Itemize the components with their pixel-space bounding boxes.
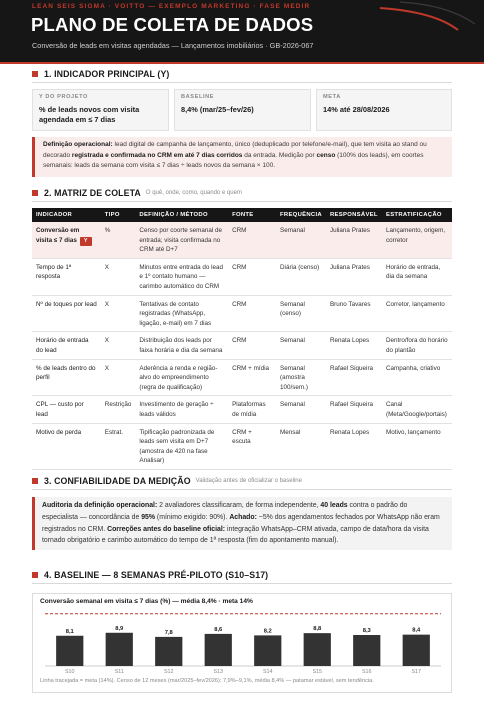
cell-estratificacao: Motivo, lançamento xyxy=(382,423,452,469)
table-row xyxy=(32,396,452,423)
header-rule xyxy=(0,62,484,64)
chart-footnote: Linha tracejada = meta (14%). Censo de 12 meses (mar/2025–fev/2026): 7,9%–9,1%, média 8,4% — patamar estável, sem tendência. xyxy=(40,678,374,684)
cell-fonte: Plataformas de mídia xyxy=(228,396,276,423)
bar-s11 xyxy=(106,633,133,666)
x-tick-label: S13 xyxy=(213,669,224,675)
baseline-chart xyxy=(32,593,452,693)
card-value: 8,4% (mar/25–fev/26) xyxy=(181,105,254,114)
cell-estratificacao: Dentro/fora do horário do plantão xyxy=(382,332,452,359)
cell-definicao: Investimento de geração ÷ leads válidos xyxy=(135,396,228,423)
definition-text: da entrada. Medição por xyxy=(242,151,317,159)
audit-text: integração WhatsApp–CRM ativada, campo de data/hora da visita tornado obrigatório e carimbo automático do tempo de 1ª resposta (fim do apontamento manual). xyxy=(42,525,429,545)
section2-heading xyxy=(32,187,242,199)
bar-value-label: 8,9 xyxy=(115,625,124,632)
card-label: BASELINE xyxy=(181,94,215,100)
bar-value-label: 8,2 xyxy=(263,628,272,635)
cell-responsavel: Renata Lopes xyxy=(326,332,382,359)
cell-responsavel: Rafael Siqueira xyxy=(326,396,382,423)
cell-frequencia: Diária (censo) xyxy=(276,258,326,295)
column-header: FONTE xyxy=(228,208,276,222)
bar-s13 xyxy=(205,634,232,666)
section-marker-icon xyxy=(32,71,38,77)
bar-value-label: 8,8 xyxy=(313,626,322,633)
table-row xyxy=(32,359,452,396)
cell-indicador: Tempo de 1ª resposta xyxy=(32,258,101,295)
cell-definicao: Tipificação padronizada de leads sem visita em D+7 (amostra de 420 na fase Analisar) xyxy=(135,423,228,469)
bar-value-label: 7,8 xyxy=(164,629,173,636)
decorative-curve-icon xyxy=(380,0,484,60)
section-marker-icon xyxy=(32,478,38,484)
card-value: % de leads novos com visita agendada em ≤ 7 dias xyxy=(39,105,140,124)
cell-indicador: Nº de toques por lead xyxy=(32,295,101,332)
table-header-row xyxy=(32,208,452,222)
section-divider xyxy=(32,489,452,490)
y-badge: Y xyxy=(80,237,92,246)
definition-text: (100% dos leads), em coortes semanais: leads da semana com visita ≤ 7 dias ÷ leads novos da semana × 100. xyxy=(43,151,424,170)
bar-value-label: 8,6 xyxy=(214,626,223,633)
cell-responsavel: Juliana Prates xyxy=(326,258,382,295)
measurement-reliability-box xyxy=(32,497,452,550)
cell-definicao: Aderência a renda e região-alvo do empreendimento (regra de qualificação) xyxy=(135,359,228,396)
indicator-name: Conversão em visita ≤ 7 dias xyxy=(36,227,80,244)
audit-text: (mínimo exigido: 90%). xyxy=(155,513,230,521)
section-divider xyxy=(32,583,452,584)
audit-text: 2 avaliadores classificaram, de forma independente, xyxy=(157,502,321,509)
cell-fonte: CRM + mídia xyxy=(228,359,276,396)
cell-frequencia: Semanal (censo) xyxy=(276,295,326,332)
table-row xyxy=(32,295,452,332)
card-baseline xyxy=(174,89,311,131)
table-row xyxy=(32,332,452,359)
cell-responsavel: Renata Lopes xyxy=(326,423,382,469)
audit-text: ~5% dos agendamentos fechados por WhatsApp não eram registrados no CRM. xyxy=(42,513,440,533)
card-label: META xyxy=(323,94,341,100)
cell-responsavel: Juliana Prates xyxy=(326,222,382,258)
cell-definicao: Censo por coorte semanal de entrada; visita confirmada no CRM até D+7 xyxy=(135,222,228,258)
section1-heading xyxy=(32,68,169,80)
cell-fonte: CRM xyxy=(228,258,276,295)
page-subtitle: Conversão de leads em visitas agendadas — Lançamentos imobiliários · GB-2026-067 xyxy=(32,41,314,50)
audit-bold: 40 leads xyxy=(320,502,348,509)
table-row xyxy=(32,258,452,295)
card-value: 14% até 28/08/2026 xyxy=(323,105,390,114)
bar-s16 xyxy=(353,635,380,666)
section-marker-icon xyxy=(32,190,38,196)
cell-fonte: CRM xyxy=(228,295,276,332)
bar-value-label: 8,4 xyxy=(412,627,421,634)
x-tick-label: S10 xyxy=(64,669,75,675)
cell-tipo: Restrição xyxy=(101,396,136,423)
header-kicker: LEAN SEIS SIGMA · VOITTO — EXEMPLO MARKETING · FASE MEDIR xyxy=(32,3,311,10)
cell-definicao: Distribuição dos leads por faixa horária e dia da semana xyxy=(135,332,228,359)
cell-fonte: CRM xyxy=(228,332,276,359)
cell-frequencia: Mensal xyxy=(276,423,326,469)
x-tick-label: S14 xyxy=(262,669,273,675)
cell-estratificacao: Lançamento, origem, corretor xyxy=(382,222,452,258)
audit-bold: Correções antes do baseline oficial: xyxy=(107,525,226,533)
cell-frequencia: Semanal xyxy=(276,332,326,359)
page-title: PLANO DE COLETA DE DADOS xyxy=(31,14,314,35)
column-header: ESTRATIFICAÇÃO xyxy=(382,208,452,222)
audit-bold: 95% xyxy=(141,513,156,521)
definition-text: lead digital de campanha de lançamento, único (deduplicado por telefone/e-mail), que tem visita ao stand ou decorado xyxy=(43,141,427,159)
section2-note: O quê, onde, como, quando e quem xyxy=(145,190,242,196)
collection-matrix-table xyxy=(32,208,452,470)
cell-fonte: CRM xyxy=(228,222,276,258)
x-tick-label: S11 xyxy=(114,669,124,675)
cell-definicao: Minutos entre entrada do lead e 1º contato humano — carimbo automático do CRM xyxy=(135,258,228,295)
section2-title: 2. MATRIZ DE COLETA xyxy=(44,188,141,198)
cell-tipo: X xyxy=(101,258,136,295)
cell-responsavel: Rafael Siqueira xyxy=(326,359,382,396)
audit-bold: Achado: xyxy=(229,513,257,521)
cell-indicador: CPL — custo por lead xyxy=(32,396,101,423)
indicator-cards xyxy=(32,89,452,131)
cell-indicador: % de leads dentro do perfil xyxy=(32,359,101,396)
bar-s15 xyxy=(304,633,331,666)
cell-tipo: X xyxy=(101,359,136,396)
bar-s14 xyxy=(254,635,281,666)
card-y xyxy=(32,89,169,131)
bar-s10 xyxy=(56,636,83,666)
section4-title: 4. BASELINE — 8 SEMANAS PRÉ-PILOTO (S10–S17) xyxy=(44,570,269,580)
x-tick-label: S16 xyxy=(361,669,372,675)
cell-estratificacao: Corretor, lançamento xyxy=(382,295,452,332)
section-marker-icon xyxy=(32,572,38,578)
definition-bold: registrada e confirmada no CRM em até 7 dias corridos xyxy=(71,151,243,159)
cell-frequencia: Semanal xyxy=(276,222,326,258)
section3-title: 3. CONFIABILIDADE DA MEDIÇÃO xyxy=(44,476,191,486)
section1-title: 1. INDICADOR PRINCIPAL (Y) xyxy=(44,69,170,79)
audit-bold: Auditoria da definição operacional: xyxy=(42,502,158,509)
chart-title: Conversão semanal em visita ≤ 7 dias (%) — média 8,4% · meta 14% xyxy=(40,598,253,605)
x-tick-label: S15 xyxy=(312,669,323,675)
column-header: INDICADOR xyxy=(32,208,101,222)
column-header: DEFINIÇÃO / MÉTODO xyxy=(135,208,228,222)
cell-estratificacao: Canal (Meta/Google/portais) xyxy=(382,396,452,423)
section-divider xyxy=(32,82,452,83)
cell-responsavel: Bruno Tavares xyxy=(326,295,382,332)
table-row xyxy=(32,222,452,258)
report-header xyxy=(0,0,484,62)
cell-tipo: % xyxy=(101,222,136,258)
cell-indicador: Horário de entrada do lead xyxy=(32,332,101,359)
cell-frequencia: Semanal (amostra 100/sem.) xyxy=(276,359,326,396)
cell-tipo: Estrat. xyxy=(101,423,136,469)
cell-estratificacao: Horário de entrada, dia da semana xyxy=(382,258,452,295)
bar-value-label: 8,1 xyxy=(65,628,74,635)
audit-text: contra o padrão do especialista — concordância de xyxy=(42,502,408,521)
cell-frequencia: Semanal xyxy=(276,396,326,423)
bar-s17 xyxy=(403,635,430,666)
card-label: Y DO PROJETO xyxy=(39,94,88,100)
operational-definition xyxy=(32,137,452,177)
cell-indicador xyxy=(32,222,101,258)
table-row xyxy=(32,423,452,469)
definition-label: Definição operacional: xyxy=(43,141,113,148)
section3-note: Validação antes de oficializar o baseline xyxy=(195,478,302,484)
x-tick-label: S12 xyxy=(163,669,174,675)
column-header: TIPO xyxy=(101,208,136,222)
definition-bold: censo xyxy=(316,151,336,159)
column-header: FREQUÊNCIA xyxy=(276,208,326,222)
section4-heading xyxy=(32,569,268,581)
cell-tipo: X xyxy=(101,295,136,332)
column-header: RESPONSÁVEL xyxy=(326,208,382,222)
cell-tipo: X xyxy=(101,332,136,359)
section-divider xyxy=(32,201,452,202)
cell-fonte: CRM + escuta xyxy=(228,423,276,469)
cell-estratificacao: Campanha, criativo xyxy=(382,359,452,396)
bar-s12 xyxy=(155,637,182,666)
x-tick-label: S17 xyxy=(411,669,422,675)
card-meta xyxy=(316,89,452,131)
section3-heading xyxy=(32,475,302,487)
bar-value-label: 8,3 xyxy=(362,628,371,635)
cell-definicao: Tentativas de contato registradas (WhatsApp, ligação, e-mail) em 7 dias xyxy=(135,295,228,332)
cell-indicador: Motivo de perda xyxy=(32,423,101,469)
